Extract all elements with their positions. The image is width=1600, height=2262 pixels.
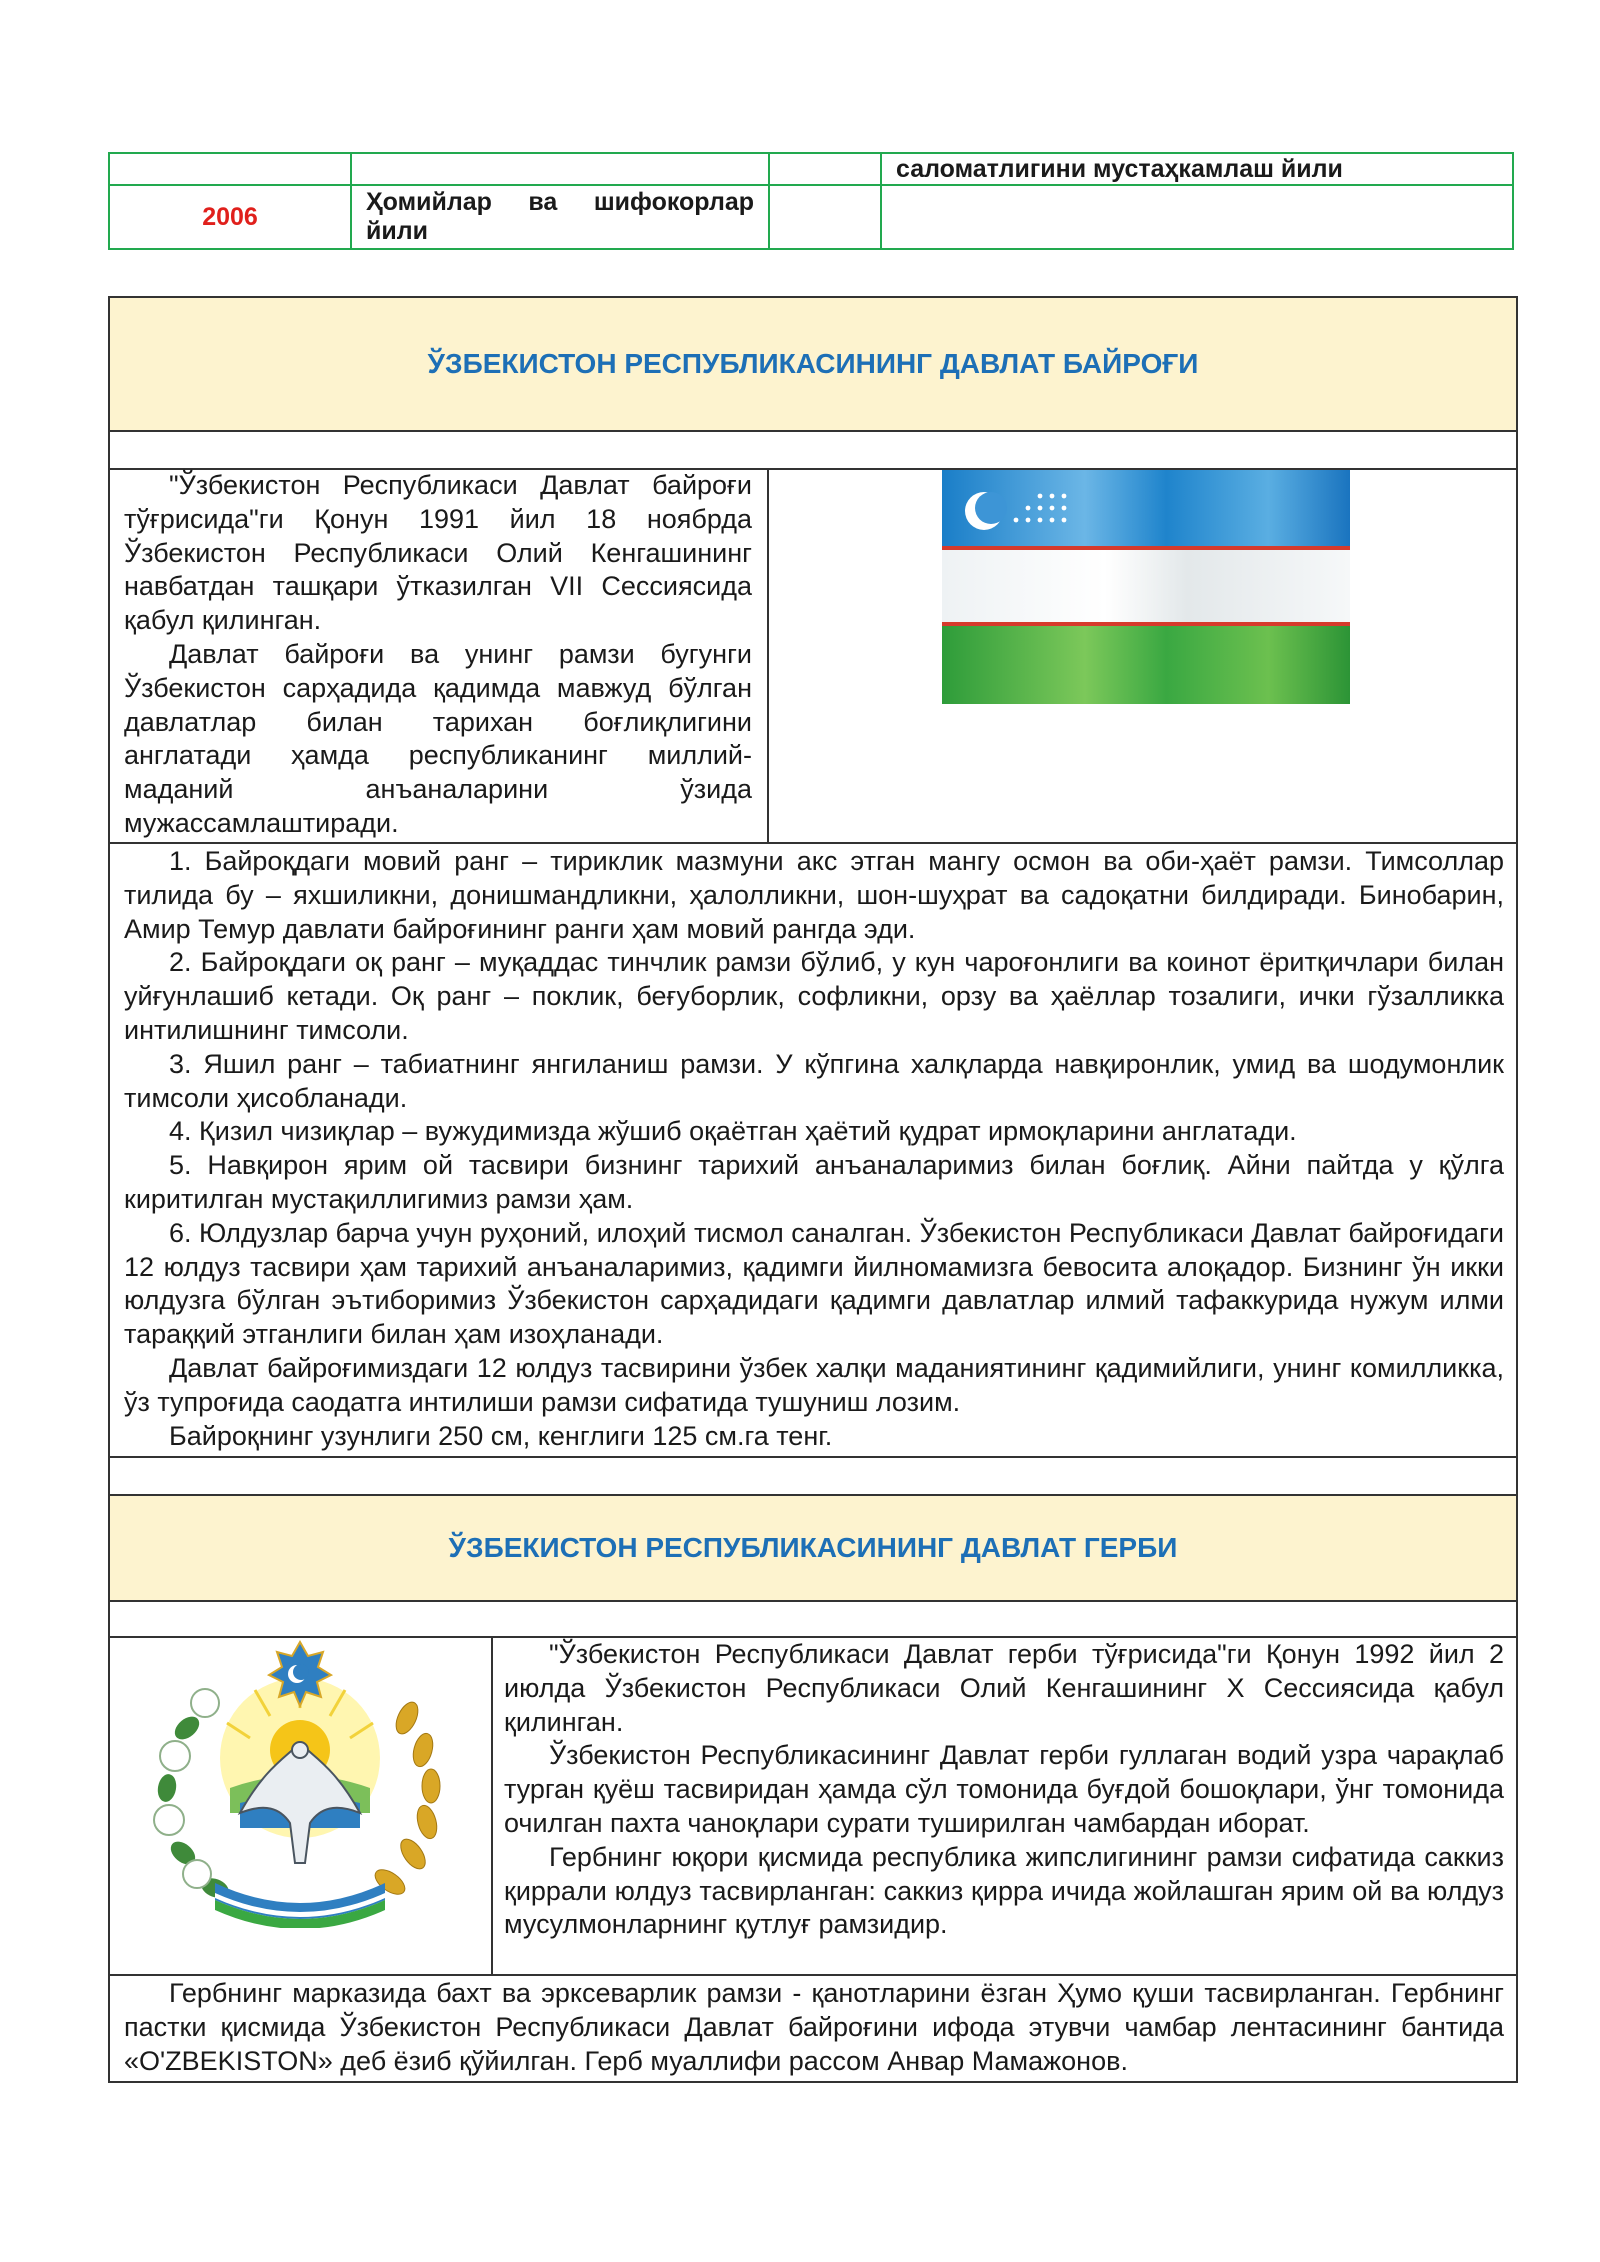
uzbekistan-emblem-image xyxy=(145,1638,455,1928)
flag-heading-band xyxy=(110,298,1516,432)
document-frame xyxy=(108,296,1518,2083)
table-row xyxy=(109,185,1513,249)
paragraph: Гербнинг юқори қисмида республика жипслигининг рамзи сифатида саккиз қиррали юлдуз тасвирланган: саккиз қирра ичида жойлашган ярим ой ва юлдуз мусулмонларнинг қутлуғ рамзидир. xyxy=(504,1841,1504,1940)
paragraph: Давлат байроғимиздаги 12 юлдуз тасвирини ўзбек халқи маданиятининг қадимийлиги, унинг комилликка, ўз тупроғида саодатга интилиши рамзи сифатида тушуниш лозим. xyxy=(124,1352,1504,1417)
paragraph: 2. Байроқдаги оқ ранг – муқаддас тинчлик рамзи бўлиб, у кун чароғонлиги ва коинот ёритқичлари билан уйғунлашиб кетади. Оқ ранг – поклик, беғуборлик, софликни, орзу ва ҳаёллар тозалиги, ички гўзалликка интилишнинг тимсоли. xyxy=(124,947,1504,1045)
emblem-heading-band xyxy=(110,1494,1516,1602)
years-table xyxy=(108,152,1514,250)
table-row xyxy=(109,153,1513,185)
table-cell-title: Ҳомийлар ва шифокорлар йили xyxy=(351,185,769,249)
paragraph: 1. Байроқдаги мовий ранг – тириклик мазмуни акс этган мангу осмон ва оби-ҳаёт рамзи. Тимсоллар тилида бу – яхшиликни, донишмандликни, ҳалолликни, шон-шуҳрат ва садоқатни билдиради. Бинобарин, Амир Темур давлати байроғининг ранги ҳам мовий рангда эди. xyxy=(124,846,1504,944)
paragraph: Давлат байроғи ва унинг рамзи бугунги Ўзбекистон сарҳадида қадимда мавжуд бўлган давлатлар билан тарихан боғлиқлигини англатади ҳамда республиканинг миллий-маданий анъаналарини ўзида мужассамлаштиради. xyxy=(124,638,752,838)
paragraph: Гербнинг марказида бахт ва эрксеварлик рамзи - қанотларини ёзган Ҳумо қуши тасвирланган. Гербнинг пастки қисмида Ўзбекистон Республикаси Давлат байроғини ифода этувчи чамбар лентасининг бантида «O'ZBEKISTON» деб ёзиб қўйилган. Герб муаллифи рассом Анвар Мамажонов. xyxy=(124,1978,1504,2076)
uzbekistan-flag-image xyxy=(942,470,1350,704)
flag-intro-text xyxy=(124,469,752,841)
table-cell-title-continued: саломатлигини мустаҳкамлаш йили xyxy=(881,153,1513,185)
paragraph: 6. Юлдузлар барча учун руҳоний, илоҳий тисмол саналган. Ўзбекистон Республикаси Давлат байроғидаги 12 юлдуз тасвири ҳам тарихий анъаналаримиз, қадимги йилномамизга бевосита алоқадор. Бизнинг ўн икки юлдузга бўлган эътиборимиз Ўзбекистон сарҳадидаги қадимги давлатлар илмий тафаккурида нужум илми тараққий этганлиги билан ҳам изоҳланади. xyxy=(124,1217,1504,1350)
paragraph: 3. Яшил ранг – табиатнинг янгиланиш рамзи. У кўпгина халқларда навқиронлик, умид ва шодумонлик тимсоли ҳисобланади. xyxy=(124,1048,1504,1113)
emblem-intro-text xyxy=(504,1638,1504,1942)
emblem-closing-text xyxy=(124,1977,1504,2078)
flag-symbolism-text xyxy=(124,845,1504,1453)
paragraph: "Ўзбекистон Республикаси Давлат герби тўғрисида"ги Қонун 1992 йил 2 июлда Ўзбекистон Республикаси Олий Кенгашининг X Сессиясида қабул қилинган. xyxy=(504,1639,1504,1737)
paragraph: "Ўзбекистон Республикаси Давлат байроғи тўғрисида"ги Қонун 1991 йил 18 ноябрда Ўзбекистон Республикаси Олий Кенгашининг навбатдан ташқари ўтказилган VII Сессиясида қабул қилинган. xyxy=(124,470,752,636)
paragraph: Ўзбекистон Республикасининг Давлат герби гуллаган водий узра чарақлаб турган қуёш тасвиридан ҳамда сўл томонида буғдой бошоқлари, ўнг томонида очилган пахта чаноқлари сурати туширилган чамбардан иборат. xyxy=(504,1740,1504,1838)
paragraph: 5. Навқирон ярим ой тасвири бизнинг тарихий анъаналаримиз билан боғлиқ. Айни пайтда у қўлга киритилган мустақиллигимиз рамзи ҳам. xyxy=(124,1150,1504,1214)
paragraph: 4. Қизил чизиқлар – вужудимизда жўшиб оқаётган ҳаётий қудрат ирмоқларини англатади. xyxy=(169,1116,1297,1147)
flag-section-heading: ЎЗБЕКИСТОН РЕСПУБЛИКАСИНИНГ ДАВЛАТ БАЙРОҒИ xyxy=(427,348,1199,379)
table-cell-year: 2006 xyxy=(109,185,351,249)
paragraph: Байроқнинг узунлиги 250 см, кенглиги 125 см.га тенг. xyxy=(169,1420,833,1451)
emblem-section-heading: ЎЗБЕКИСТОН РЕСПУБЛИКАСИНИНГ ДАВЛАТ ГЕРБИ xyxy=(448,1532,1178,1563)
